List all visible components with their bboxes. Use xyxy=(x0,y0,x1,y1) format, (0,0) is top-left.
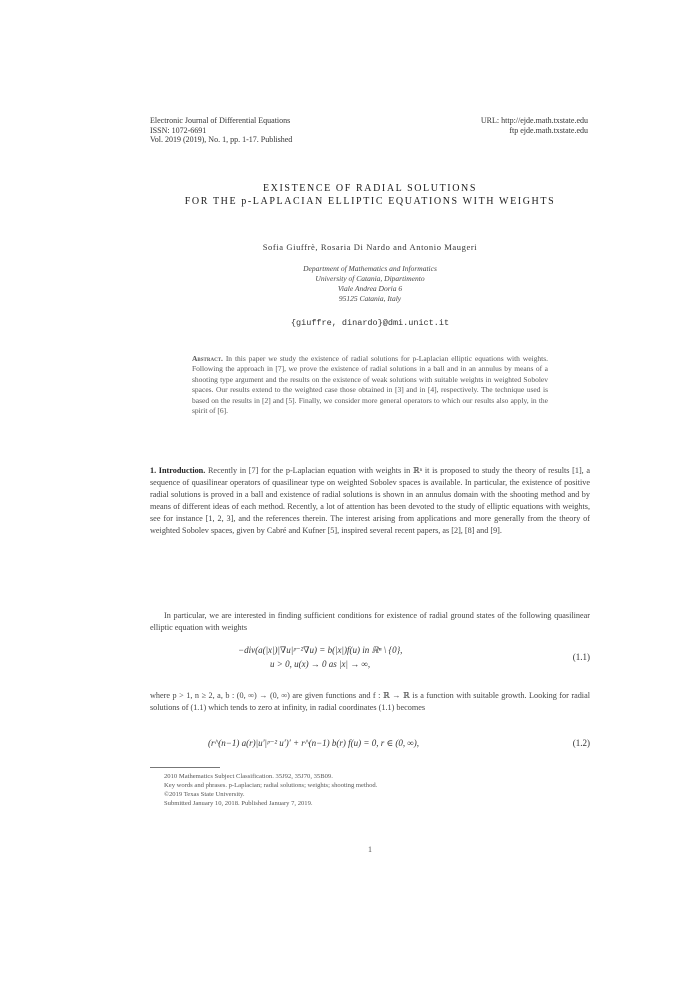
title-line-1: EXISTENCE OF RADIAL SOLUTIONS xyxy=(262,183,478,194)
footnote: ©2019 Texas State University. xyxy=(164,791,245,798)
abstract-text: In this paper we study the existence of radial solutions for p-Laplacian elliptic equations with weights. Following the approach in [7], we prove the existence of radial solutions in a ball and in an annulus by means of a shooting type argument and the results on the existence of weak solutions with suitable weights in weighted Sobolev spaces. Our results extend to the weighted case those obtained in [3] and in [4], respectively. The technique used is based on the results in [2] and [5]. Finally, we consider more general operators to which our results also apply, in the spirit of [6]. xyxy=(192,354,548,416)
paper-title xyxy=(150,182,590,208)
affiliation-line: Department of Mathematics and Informatics xyxy=(303,264,437,273)
header-line: ISSN: 1072-6691 xyxy=(150,125,207,135)
section-heading: 1. Introduction. xyxy=(150,466,206,475)
equation-line: (r^(n−1) a(r)|u′|ᵖ⁻² u′)′ + r^(n−1) b(r) f(u) = 0, r ∈ (0, ∞), xyxy=(208,738,420,748)
abstract-label: Abstract. xyxy=(192,354,223,363)
paragraph-3: where p > 1, n ≥ 2, a, b : (0, ∞) → (0, ∞) are given functions and f : ℝ → ℝ is a function with suitable growth. Looking for radial solutions of (1.1) which tends to zero at infinity, in radial coordinates (1.1) becomes xyxy=(150,691,590,712)
header-ftp[interactable]: ftp ejde.math.txstate.edu xyxy=(509,125,588,135)
footnote: Submitted January 10, 2018. Published January 7, 2019. xyxy=(164,800,313,807)
affiliation-line: University of Catania, Dipartimento xyxy=(315,274,425,283)
intro-text: Recently in [7] for the p-Laplacian equation with weights in ℝⁿ it is proposed to study the theory of results [1], a sequence of quasilinear operators of quasilinear type on weighted Sobolev spaces is available. In particular, the existence of positive radial solutions is proved in a ball and existence of radial solutions is shown in an annulus domain with the shooting method and by means of different ideas of each method. Recently, a lot of attention has been devoted to the study of elliptic equations with weights, see for instance [1, 2, 3], and the references therein. The interest arising from applications and more generally from the theory of weighted Sobolev spaces, given by Cabré and Kufner [5], inspired several recent papers, as [2], [8] and [9]. xyxy=(150,466,591,535)
affiliation-line: Viale Andrea Doria 6 xyxy=(337,284,403,293)
authors: Sofia Giuffrè, Rosaria Di Nardo and Antonio Maugeri xyxy=(262,242,478,252)
abstract xyxy=(192,354,548,416)
equation-number: (1.1) xyxy=(572,652,590,662)
header-line: Electronic Journal of Differential Equations xyxy=(150,116,291,125)
introduction-paragraph xyxy=(150,465,590,537)
footnote: 2010 Mathematics Subject Classification. 35J92, 35J70, 35B09. xyxy=(164,773,333,780)
header-line: Vol. 2019 (2019), No. 1, pp. 1-17. Published xyxy=(150,135,293,144)
header-url[interactable]: URL: http://ejde.math.txstate.edu xyxy=(480,116,588,125)
journal-header-left xyxy=(150,116,292,145)
affiliation-line: 95125 Catania, Italy xyxy=(338,294,402,303)
footnote: Key words and phrases. p-Laplacian; radial solutions; weights; shooting method. xyxy=(164,782,378,789)
intro-paragraph-2: In particular, we are interested in finding sufficient conditions for existence of radial ground states of the following quasilinear elliptic equation with weights xyxy=(150,611,590,632)
title-line-2: FOR THE p-LAPLACIAN ELLIPTIC EQUATIONS WITH WEIGHTS xyxy=(184,196,556,207)
journal-header-right xyxy=(481,116,588,135)
equation-number: (1.2) xyxy=(572,738,590,748)
footnote-rule xyxy=(150,767,220,768)
footnotes xyxy=(150,772,590,808)
page-number: 1 xyxy=(368,845,372,854)
affiliation xyxy=(150,264,590,304)
equation-line: u > 0, u(x) → 0 as |x| → ∞, xyxy=(270,659,371,669)
equation-line: −div(a(|x|)|∇u|ᵖ⁻²∇u) = b(|x|)f(u) in ℝⁿ \ {0}, xyxy=(238,645,403,655)
author-emails[interactable]: {giuffre, dinardo}@dmi.unict.it xyxy=(290,318,450,328)
